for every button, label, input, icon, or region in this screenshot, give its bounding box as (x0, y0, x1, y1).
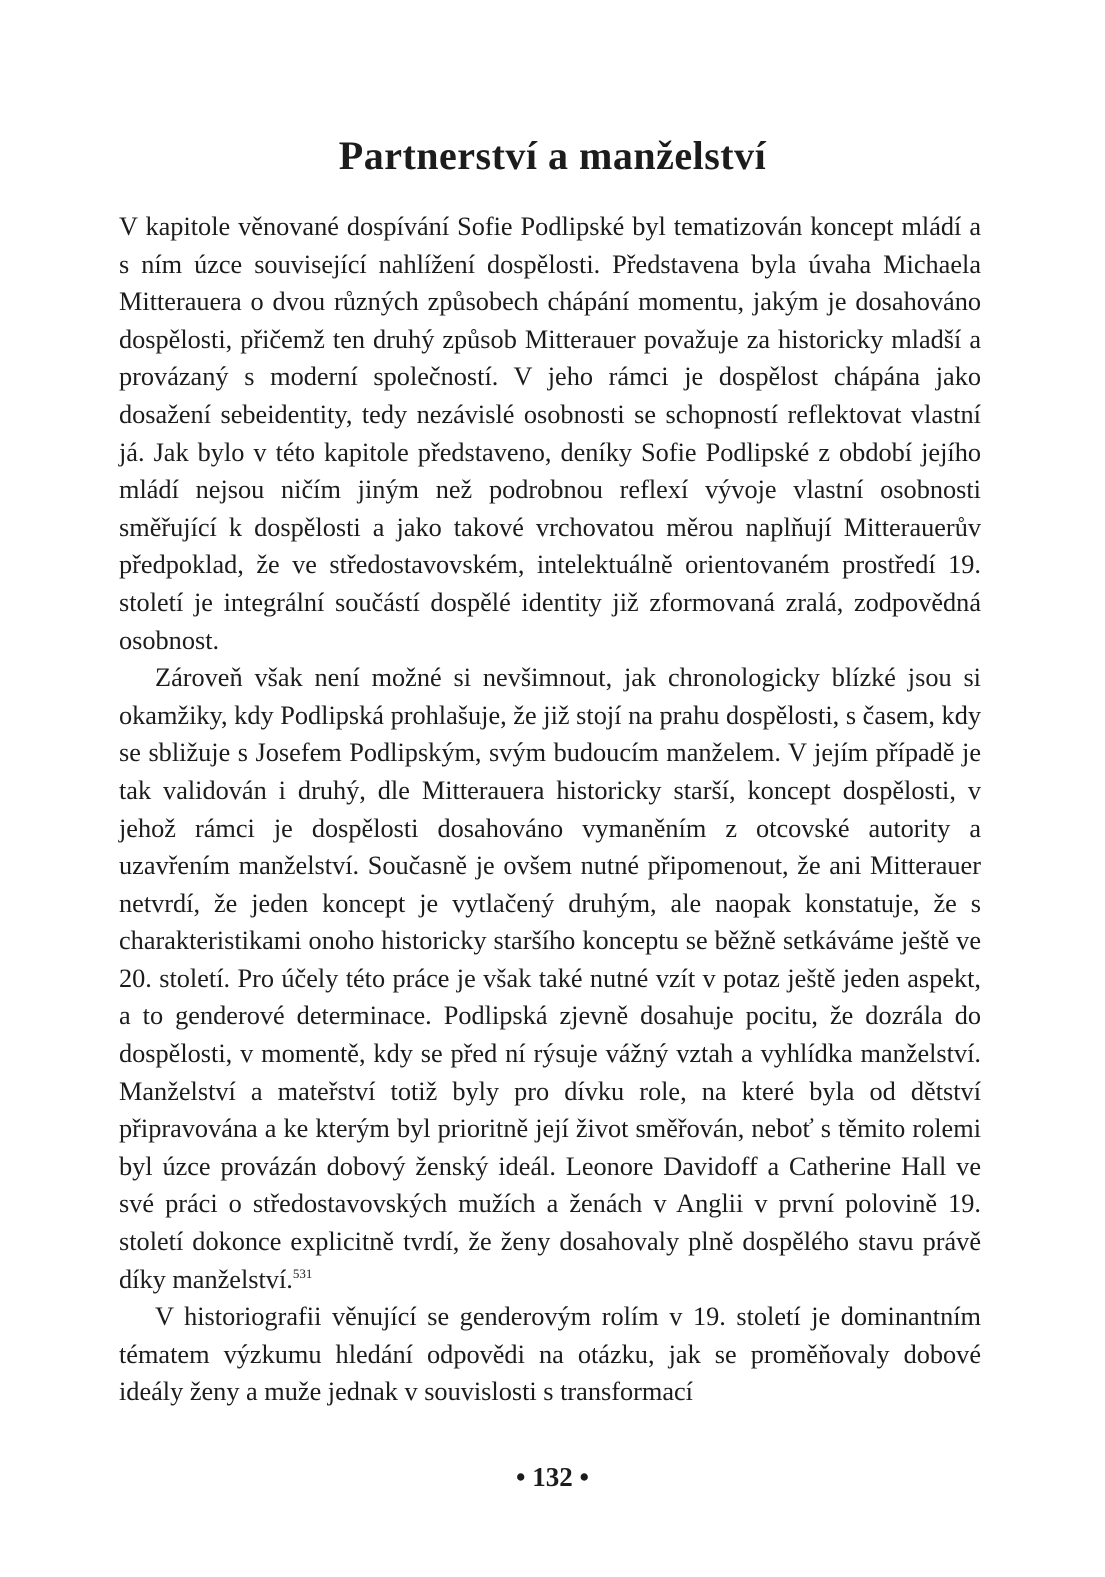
chapter-title: Partnerství a manželství (338, 133, 767, 178)
paragraph (119, 1298, 981, 1411)
body-text (119, 208, 981, 1411)
paragraph-text: V kapitole věnované dospívání Sofie Podlipské byl tematizován koncept mládí a s ním úzce související nahlížení dospělosti. Představena byla úvaha Michaela Mitterauera o dvou různých způsobech chápání momentu, jakým je dosahováno dospělosti, přičemž ten druhý způsob Mitterauer považuje za historicky mladší a provázaný s moderní společností. V jeho rámci je dospělost chápána jako dosažení sebeidentity, tedy nezávislé osobnosti se schopností reflektovat vlastní já. Jak bylo v této kapitole představeno, deníky Sofie Podlipské z období jejího mládí nejsou ničím jiným než podrobnou reflexí vývoje vlastní osobnosti směřující k dospělosti a jako takové vrchovatou měrou naplňují Mitterauerův předpoklad, že ve středostavovském, intelektuálně orientovaném prostředí 19. století je integrální součástí dospělé identity již zformovaná zralá, zodpovědná osobnost. (119, 212, 981, 655)
paragraph-text: V historiografii věnující se genderovým rolím v 19. století je dominantním tématem výzkumu hledání odpovědi na otázku, jak se proměňovaly dobové ideály ženy a muže jednak v souvislosti s transformací (119, 1302, 981, 1407)
page-number: • 132 • (516, 1462, 589, 1492)
footnote-reference[interactable]: 531 (292, 1265, 313, 1281)
paragraph-text: Zároveň však není možné si nevšimnout, jak chronologicky blízké jsou si okamžiky, kdy Podlipská prohlašuje, že již stojí na prahu dospělosti, s časem, kdy se sbližuje s Josefem Podlipským, svým budoucím manželem. V jejím případě je tak validován i druhý, dle Mitterauera historicky starší, koncept dospělosti, v jehož rámci je dospělosti dosahováno vymaněním z otcovské autority a uzavřením manželství. Současně je ovšem nutné připomenout, že ani Mitterauer netvrdí, že jeden koncept je vytlačený druhým, ale naopak konstatuje, že s charakteristikami onoho historicky staršího konceptu se běžně setkáváme ještě ve 20. století. Pro účely této práce je však také nutné vzít v potaz ještě jeden aspekt, a to genderové determinace. Podlipská zjevně dosahuje pocitu, že dozrála do dospělosti, v momentě, kdy se před ní rýsuje vážný vztah a vyhlídka manželství. Manželství a mateřství totiž byly pro dívku role, na které byla od dětství připravována a ke kterým byl prioritně její život směřován, neboť s těmito rolemi byl úzce provázán dobový ženský ideál. Leonore Davidoff a Catherine Hall ve své práci o středostavovských mužích a ženách v Anglii v první polovině 19. století dokonce explicitně tvrdí, že ženy dosahovaly plně dospělého stavu právě díky manželství. (119, 663, 981, 1294)
paragraph (119, 208, 981, 659)
paragraph (119, 659, 981, 1298)
